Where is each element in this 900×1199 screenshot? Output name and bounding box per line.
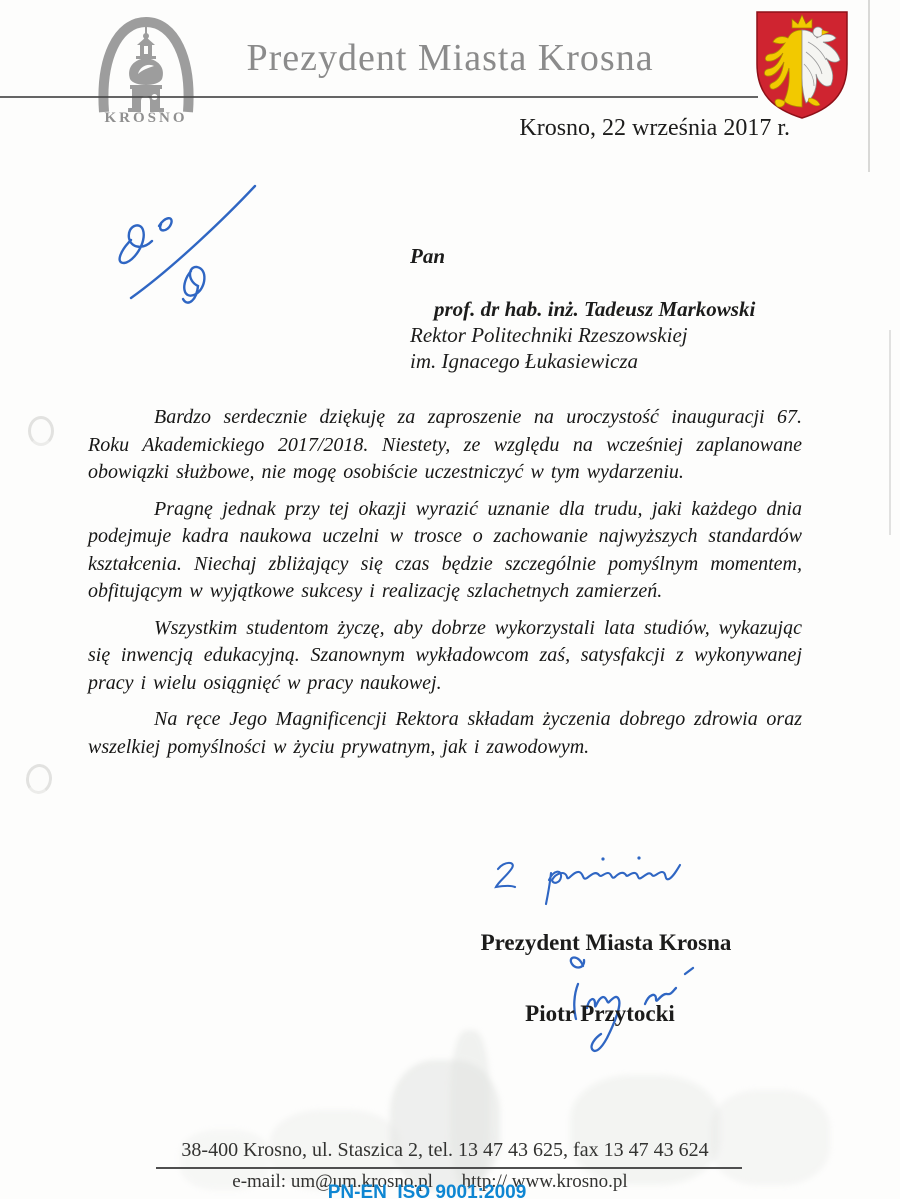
footer-iso-certification: PN-EN ISO 9001:2009 — [327, 1182, 527, 1199]
body-paragraph-2: Pragnę jednak przy tej okazji wyrazić uznanie dla trudu, jaki każdego dnia podejmuje kadra naukowa uczelni w trosce o zachowanie najwyższych standardów kształcenia. Niechaj zbliżający się czas będzie szczególnie pomyślnym momentem, obfitującym w wyjątkowe sukcesy i realizację szlachetnych zamierzeń. — [88, 497, 802, 602]
scan-edge-artifact-top-right — [868, 0, 870, 172]
body-paragraph-1: Bardzo serdecznie dziękuję za zaproszenie na uroczystość inauguracji 67. Roku Akademickiego 2017/2018. Niestety, ze względu na wcześniej zaplanowane obowiązki służbowe, nie mogę osobiście uczestniczyć w tym wydarzeniu. — [88, 406, 802, 483]
recipient-name: prof. dr hab. inż. Tadeusz Markowski — [434, 297, 756, 321]
letterhead-rule — [0, 96, 758, 98]
footer-email: e-mail: um@um.krosno.pl — [232, 1171, 433, 1192]
signer-title: Prezydent Miasta Krosna — [480, 930, 732, 955]
footer-rule — [156, 1167, 742, 1169]
recipient-institution: im. Ignacego Łukasiewicza — [410, 349, 639, 373]
recipient-salutation: Pan — [410, 244, 446, 268]
logo-caption: KROSNO — [104, 110, 188, 126]
punch-hole-bottom — [24, 762, 54, 795]
punch-hole-top — [28, 416, 54, 446]
letter-body — [88, 404, 802, 770]
body-paragraph-4: Na ręce Jego Magnificencji Rektora składam życzenia dobrego zdrowia oraz wszelkiej pomyślności w życiu prywatnym, jak i zawodowym. — [88, 708, 802, 758]
scan-edge-artifact-mid-right — [889, 330, 891, 535]
handwritten-initials — [103, 176, 277, 310]
footer-website: http:// www.krosno.pl — [461, 1171, 628, 1192]
handwritten-valediction — [483, 846, 693, 908]
recipient-block — [410, 244, 755, 375]
letterhead-title: Prezydent Miasta Krosna — [246, 37, 654, 79]
coat-of-arms-icon — [752, 8, 852, 122]
body-paragraph-3: Wszystkim studentom życzę, aby dobrze wykorzystali lata studiów, wykazując się inwencją edukacyjną. Szanownym wykładowcom zaś, satysfakcji z wykonywanej pracy i wielu osiągnięć w pracy naukowej. — [88, 616, 802, 694]
footer-address: 38-400 Krosno, ul. Staszica 2, tel. 13 47 43 625, fax 13 47 43 624 — [181, 1139, 709, 1161]
signer-name: Piotr Przytocki — [525, 1001, 675, 1026]
recipient-position: Rektor Politechniki Rzeszowskiej — [410, 323, 688, 347]
date-line: Krosno, 22 września 2017 r. — [519, 115, 790, 141]
